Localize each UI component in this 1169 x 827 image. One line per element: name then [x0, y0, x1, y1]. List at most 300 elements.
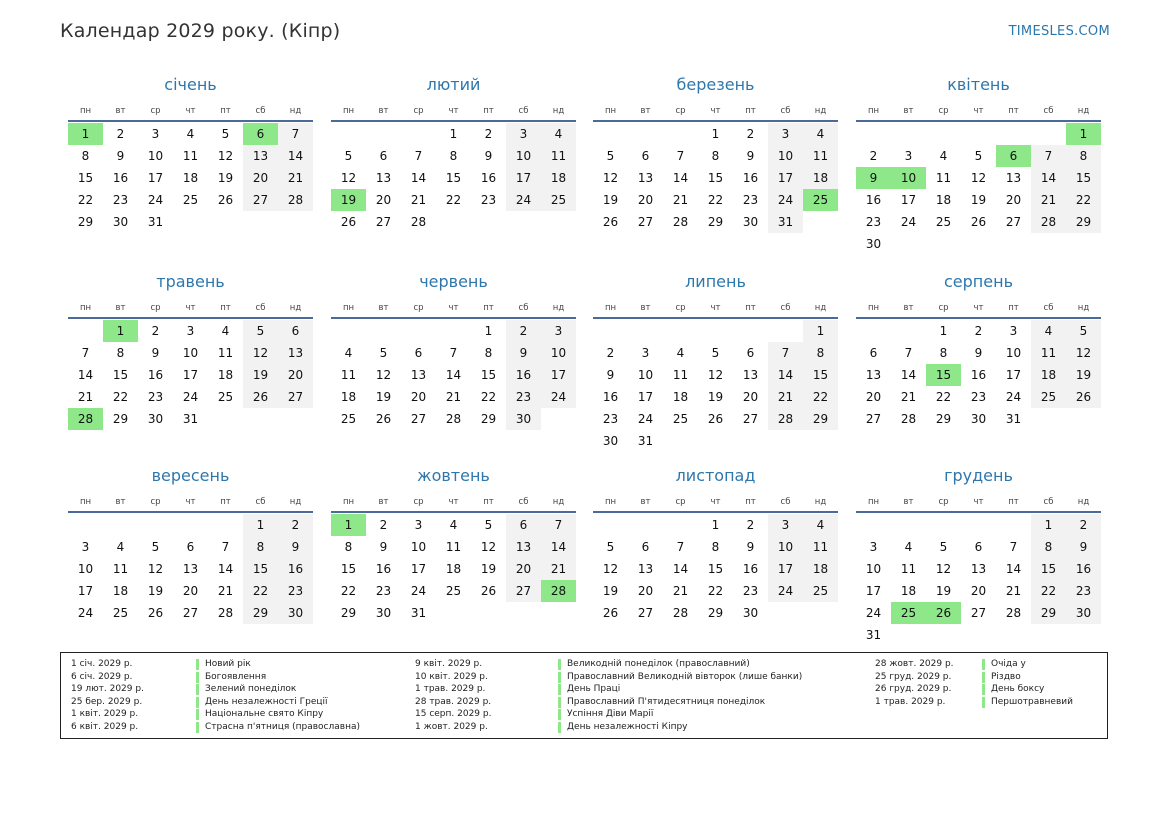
- weekday-label: пн: [342, 106, 355, 116]
- day-cell: 6: [414, 346, 423, 360]
- weekday-label: нд: [289, 106, 302, 116]
- day-cell: 29: [935, 412, 952, 426]
- day-cell: 16: [1066, 558, 1101, 580]
- weekday-label: ср: [150, 303, 161, 313]
- day-cell: 27: [375, 215, 392, 229]
- day-cell: 20: [243, 167, 278, 189]
- day-cell: 12: [217, 149, 234, 163]
- holiday-date: 1 квіт. 2029 р.: [71, 709, 139, 720]
- day-cell: 24: [410, 584, 427, 598]
- empty-cell: [331, 320, 366, 342]
- day-cell: 2: [869, 149, 878, 163]
- weekday-label: пт: [220, 106, 231, 116]
- day-cell: 1: [449, 127, 458, 141]
- weekday-label: пн: [342, 497, 355, 507]
- day-cell: 2: [379, 518, 388, 532]
- day-cell: 25: [340, 412, 357, 426]
- day-cell: 26: [375, 412, 392, 426]
- day-cell: 23: [742, 193, 759, 207]
- weekday-header: [68, 301, 313, 317]
- day-cell: 6: [641, 540, 650, 554]
- day-cell: 13: [506, 536, 541, 558]
- day-cell: 6: [506, 514, 541, 536]
- day-cell: 18: [217, 368, 234, 382]
- holiday-date: 9 квіт. 2029 р.: [415, 659, 483, 669]
- day-cell: 8: [449, 149, 458, 163]
- day-cell: 18: [112, 584, 129, 598]
- day-cell: 1: [803, 320, 838, 342]
- day-cell: 14: [278, 145, 313, 167]
- weekday-label: вт: [378, 106, 389, 116]
- day-cell: 27: [243, 189, 278, 211]
- day-cell: 30: [865, 237, 882, 251]
- empty-cell: [593, 320, 628, 342]
- weekday-label: пн: [79, 497, 92, 507]
- day-cell: 24: [768, 580, 803, 602]
- holiday-date: 26 груд. 2029 р.: [875, 684, 952, 695]
- day-cell: 19: [480, 562, 497, 576]
- day-cell: 20: [1005, 193, 1022, 207]
- empty-cell: [768, 320, 803, 342]
- empty-cell: [926, 123, 961, 145]
- holiday-day-cell: 28: [541, 580, 576, 602]
- weekday-label: вт: [640, 303, 651, 313]
- weekday-label: пн: [867, 106, 880, 116]
- day-cell: 20: [970, 584, 987, 598]
- weekday-label: нд: [552, 106, 565, 116]
- day-cell: 14: [541, 536, 576, 558]
- holiday-date: 25 груд. 2029 р.: [875, 671, 952, 682]
- day-cell: 12: [1066, 342, 1101, 364]
- empty-cell: [593, 123, 628, 145]
- day-cell: 10: [768, 145, 803, 167]
- day-cell: 14: [672, 171, 689, 185]
- weekday-label: чт: [973, 497, 984, 507]
- holiday-row: [875, 671, 1073, 684]
- brand-link[interactable]: TIMESLES.COM: [1008, 24, 1110, 39]
- month-divider: [593, 511, 838, 513]
- day-cell: 16: [742, 171, 759, 185]
- day-cell: 23: [602, 412, 619, 426]
- month-5: [68, 271, 313, 430]
- day-cell: 23: [375, 584, 392, 598]
- holiday-day-cell: 1: [68, 123, 103, 145]
- weekday-header: [856, 301, 1101, 317]
- day-cell: 17: [768, 558, 803, 580]
- day-cell: 10: [506, 145, 541, 167]
- day-cell: 1: [484, 324, 493, 338]
- day-cell: 12: [935, 562, 952, 576]
- holiday-row: [71, 696, 360, 709]
- day-cell: 22: [243, 580, 278, 602]
- day-cell: 10: [182, 346, 199, 360]
- day-cell: 24: [1005, 390, 1022, 404]
- day-cell: 9: [606, 368, 615, 382]
- holiday-marker: [558, 697, 561, 708]
- day-grid: [593, 514, 838, 624]
- weekday-label: пт: [745, 303, 756, 313]
- holiday-marker: [196, 684, 199, 695]
- day-cell: 27: [278, 386, 313, 408]
- day-cell: 29: [707, 215, 724, 229]
- day-cell: 6: [641, 149, 650, 163]
- day-cell: 22: [1031, 580, 1066, 602]
- day-cell: 20: [182, 584, 199, 598]
- day-cell: 18: [340, 390, 357, 404]
- day-cell: 15: [112, 368, 129, 382]
- day-cell: 13: [865, 368, 882, 382]
- day-cell: 16: [147, 368, 164, 382]
- day-cell: 31: [410, 606, 427, 620]
- holiday-row: [415, 683, 802, 696]
- month-8: [856, 271, 1101, 430]
- day-cell: 26: [217, 193, 234, 207]
- month-divider: [331, 120, 576, 122]
- weekday-label: сб: [518, 303, 529, 313]
- day-cell: 19: [970, 193, 987, 207]
- month-name: липень: [685, 272, 746, 291]
- day-cell: 9: [974, 346, 983, 360]
- day-cell: 5: [221, 127, 230, 141]
- weekday-label: сб: [255, 497, 266, 507]
- day-cell: 13: [375, 171, 392, 185]
- weekday-label: ср: [675, 106, 686, 116]
- weekday-label: чт: [185, 303, 196, 313]
- day-cell: 10: [541, 342, 576, 364]
- day-cell: 27: [637, 606, 654, 620]
- day-cell: 5: [711, 346, 720, 360]
- holiday-row: [415, 671, 802, 684]
- weekday-label: вт: [115, 303, 126, 313]
- day-cell: 4: [344, 346, 353, 360]
- day-cell: 8: [711, 149, 720, 163]
- day-cell: 30: [1066, 602, 1101, 624]
- day-cell: 27: [506, 580, 541, 602]
- holiday-day-cell: 1: [1066, 123, 1101, 145]
- day-cell: 4: [803, 514, 838, 536]
- weekday-header: [856, 104, 1101, 120]
- empty-cell: [68, 320, 103, 342]
- day-cell: 8: [711, 540, 720, 554]
- day-cell: 12: [480, 540, 497, 554]
- weekday-header: [331, 495, 576, 511]
- weekday-label: нд: [1077, 497, 1090, 507]
- day-cell: 7: [541, 514, 576, 536]
- weekday-label: сб: [1043, 497, 1054, 507]
- day-cell: 22: [1066, 189, 1101, 211]
- empty-cell: [698, 320, 733, 342]
- day-cell: 20: [375, 193, 392, 207]
- month-name: жовтень: [417, 466, 490, 485]
- day-cell: 24: [506, 189, 541, 211]
- empty-cell: [138, 514, 173, 536]
- day-cell: 14: [900, 368, 917, 382]
- day-cell: 16: [970, 368, 987, 382]
- day-cell: 7: [1009, 540, 1018, 554]
- day-cell: 7: [449, 346, 458, 360]
- weekday-label: пн: [604, 303, 617, 313]
- day-cell: 19: [935, 584, 952, 598]
- weekday-label: пт: [745, 106, 756, 116]
- day-cell: 5: [243, 320, 278, 342]
- day-cell: 16: [112, 171, 129, 185]
- day-cell: 9: [379, 540, 388, 554]
- holiday-row: [875, 696, 1073, 709]
- day-cell: 12: [340, 171, 357, 185]
- month-divider: [593, 120, 838, 122]
- day-cell: 17: [900, 193, 917, 207]
- day-cell: 21: [445, 390, 462, 404]
- day-cell: 9: [278, 536, 313, 558]
- day-cell: 11: [672, 368, 689, 382]
- weekday-label: пн: [342, 303, 355, 313]
- day-cell: 4: [1031, 320, 1066, 342]
- empty-cell: [401, 123, 436, 145]
- weekday-label: нд: [289, 497, 302, 507]
- weekday-label: вт: [378, 303, 389, 313]
- day-cell: 11: [182, 149, 199, 163]
- month-name: серпень: [944, 272, 1013, 291]
- weekday-label: пт: [1008, 497, 1019, 507]
- day-cell: 16: [865, 193, 882, 207]
- holiday-list: [60, 652, 1108, 739]
- day-cell: 9: [151, 346, 160, 360]
- weekday-header: [593, 301, 838, 317]
- day-cell: 29: [707, 606, 724, 620]
- weekday-label: вт: [903, 106, 914, 116]
- day-cell: 21: [278, 167, 313, 189]
- day-cell: 3: [506, 123, 541, 145]
- weekday-label: нд: [814, 497, 827, 507]
- day-cell: 29: [340, 606, 357, 620]
- holiday-name: Зелений понеділок: [205, 684, 297, 695]
- day-cell: 8: [1031, 536, 1066, 558]
- weekday-label: чт: [710, 106, 721, 116]
- weekday-label: ср: [938, 497, 949, 507]
- weekday-label: пн: [604, 497, 617, 507]
- day-grid: [68, 514, 313, 624]
- day-cell: 6: [974, 540, 983, 554]
- day-cell: 25: [1031, 386, 1066, 408]
- holiday-name: Національне свято Кіпру: [205, 709, 324, 720]
- day-cell: 24: [147, 193, 164, 207]
- month-name: березень: [676, 75, 755, 94]
- month-divider: [593, 317, 838, 319]
- holiday-name: Богоявлення: [205, 671, 267, 682]
- weekday-label: пн: [79, 303, 92, 313]
- day-cell: 5: [379, 346, 388, 360]
- month-name: травень: [156, 272, 225, 291]
- day-cell: 21: [768, 386, 803, 408]
- day-cell: 11: [935, 171, 952, 185]
- day-cell: 27: [1005, 215, 1022, 229]
- day-cell: 23: [147, 390, 164, 404]
- holiday-row: [71, 683, 360, 696]
- month-name: вересень: [151, 466, 230, 485]
- holiday-marker: [196, 659, 199, 670]
- empty-cell: [331, 123, 366, 145]
- day-grid: [331, 320, 576, 430]
- holiday-date: 25 бер. 2029 р.: [71, 696, 143, 707]
- day-cell: 23: [865, 215, 882, 229]
- day-cell: 15: [340, 562, 357, 576]
- day-grid: [331, 514, 576, 624]
- day-cell: 13: [410, 368, 427, 382]
- empty-cell: [103, 514, 138, 536]
- month-2: [331, 74, 576, 233]
- day-cell: 11: [112, 562, 129, 576]
- weekday-header: [331, 104, 576, 120]
- day-cell: 10: [865, 562, 882, 576]
- holiday-name: Православний П'ятидесятниця понеділок: [567, 696, 766, 707]
- month-divider: [68, 511, 313, 513]
- day-grid: [68, 123, 313, 233]
- weekday-label: пт: [1008, 303, 1019, 313]
- day-cell: 7: [768, 342, 803, 364]
- holiday-date: 28 жовт. 2029 р.: [875, 659, 954, 669]
- holiday-day-cell: 25: [803, 189, 838, 211]
- weekday-label: сб: [1043, 106, 1054, 116]
- weekday-label: чт: [973, 106, 984, 116]
- holiday-day-cell: 25: [891, 602, 926, 624]
- holiday-column-1: [71, 658, 360, 734]
- day-cell: 26: [147, 606, 164, 620]
- day-cell: 25: [672, 412, 689, 426]
- day-cell: 31: [147, 215, 164, 229]
- day-cell: 5: [1066, 320, 1101, 342]
- day-cell: 7: [904, 346, 913, 360]
- month-1: [68, 74, 313, 233]
- empty-cell: [366, 320, 401, 342]
- weekday-header: [593, 104, 838, 120]
- holiday-marker: [558, 659, 561, 670]
- day-cell: 27: [742, 412, 759, 426]
- day-cell: 24: [768, 189, 803, 211]
- day-cell: 28: [445, 412, 462, 426]
- day-cell: 12: [602, 171, 619, 185]
- day-cell: 29: [803, 408, 838, 430]
- day-cell: 11: [541, 145, 576, 167]
- day-grid: [331, 123, 576, 233]
- day-cell: 5: [606, 540, 615, 554]
- day-cell: 6: [278, 320, 313, 342]
- day-cell: 10: [637, 368, 654, 382]
- holiday-marker: [558, 709, 561, 720]
- empty-cell: [926, 514, 961, 536]
- day-grid: [856, 123, 1101, 255]
- weekday-label: сб: [780, 303, 791, 313]
- weekday-label: чт: [973, 303, 984, 313]
- day-cell: 21: [672, 193, 689, 207]
- day-cell: 14: [217, 562, 234, 576]
- day-cell: 18: [445, 562, 462, 576]
- holiday-day-cell: 6: [243, 123, 278, 145]
- holiday-name: Новий рік: [205, 659, 251, 669]
- weekday-label: нд: [552, 303, 565, 313]
- weekday-label: нд: [814, 106, 827, 116]
- holiday-name: День незалежності Греції: [205, 696, 328, 707]
- weekday-label: нд: [1077, 303, 1090, 313]
- day-cell: 6: [869, 346, 878, 360]
- day-cell: 12: [375, 368, 392, 382]
- day-cell: 24: [637, 412, 654, 426]
- empty-cell: [628, 320, 663, 342]
- weekday-label: пт: [220, 303, 231, 313]
- day-cell: 23: [1066, 580, 1101, 602]
- day-cell: 12: [970, 171, 987, 185]
- day-cell: 22: [445, 193, 462, 207]
- holiday-row: [415, 658, 802, 671]
- weekday-label: чт: [185, 106, 196, 116]
- weekday-label: вт: [903, 497, 914, 507]
- month-name: лютий: [426, 75, 481, 94]
- day-cell: 20: [742, 390, 759, 404]
- day-cell: 14: [1031, 167, 1066, 189]
- day-cell: 10: [768, 536, 803, 558]
- weekday-header: [593, 495, 838, 511]
- weekday-label: пн: [79, 106, 92, 116]
- day-cell: 23: [970, 390, 987, 404]
- day-cell: 3: [81, 540, 90, 554]
- day-cell: 3: [768, 514, 803, 536]
- holiday-date: 19 лют. 2029 р.: [71, 684, 144, 695]
- day-cell: 11: [803, 145, 838, 167]
- holiday-day-cell: 1: [103, 320, 138, 342]
- day-cell: 26: [970, 215, 987, 229]
- day-grid: [856, 514, 1101, 646]
- day-cell: 27: [970, 606, 987, 620]
- day-cell: 16: [375, 562, 392, 576]
- day-cell: 21: [77, 390, 94, 404]
- day-cell: 18: [1031, 364, 1066, 386]
- day-cell: 4: [939, 149, 948, 163]
- day-cell: 11: [900, 562, 917, 576]
- weekday-label: чт: [448, 497, 459, 507]
- holiday-marker: [982, 697, 985, 708]
- weekday-label: пн: [867, 303, 880, 313]
- weekday-label: пт: [1008, 106, 1019, 116]
- day-cell: 22: [935, 390, 952, 404]
- day-cell: 15: [707, 562, 724, 576]
- weekday-label: сб: [255, 106, 266, 116]
- day-cell: 11: [340, 368, 357, 382]
- day-cell: 2: [746, 518, 755, 532]
- day-cell: 25: [803, 580, 838, 602]
- day-cell: 1: [1031, 514, 1066, 536]
- day-cell: 8: [344, 540, 353, 554]
- day-cell: 30: [970, 412, 987, 426]
- holiday-marker: [558, 722, 561, 733]
- day-cell: 8: [116, 346, 125, 360]
- day-cell: 28: [1031, 211, 1066, 233]
- day-cell: 4: [904, 540, 913, 554]
- day-cell: 21: [217, 584, 234, 598]
- holiday-date: 1 трав. 2029 р.: [875, 696, 946, 707]
- day-cell: 24: [182, 390, 199, 404]
- day-cell: 16: [278, 558, 313, 580]
- day-cell: 16: [602, 390, 619, 404]
- day-cell: 28: [1005, 606, 1022, 620]
- day-cell: 22: [340, 584, 357, 598]
- day-cell: 7: [1031, 145, 1066, 167]
- holiday-name: Православний Великодній вівторок (лише банки): [567, 671, 803, 682]
- day-cell: 10: [410, 540, 427, 554]
- holiday-marker: [982, 684, 985, 695]
- weekday-label: вт: [115, 106, 126, 116]
- holiday-marker: [558, 684, 561, 695]
- month-7: [593, 271, 838, 452]
- empty-cell: [663, 320, 698, 342]
